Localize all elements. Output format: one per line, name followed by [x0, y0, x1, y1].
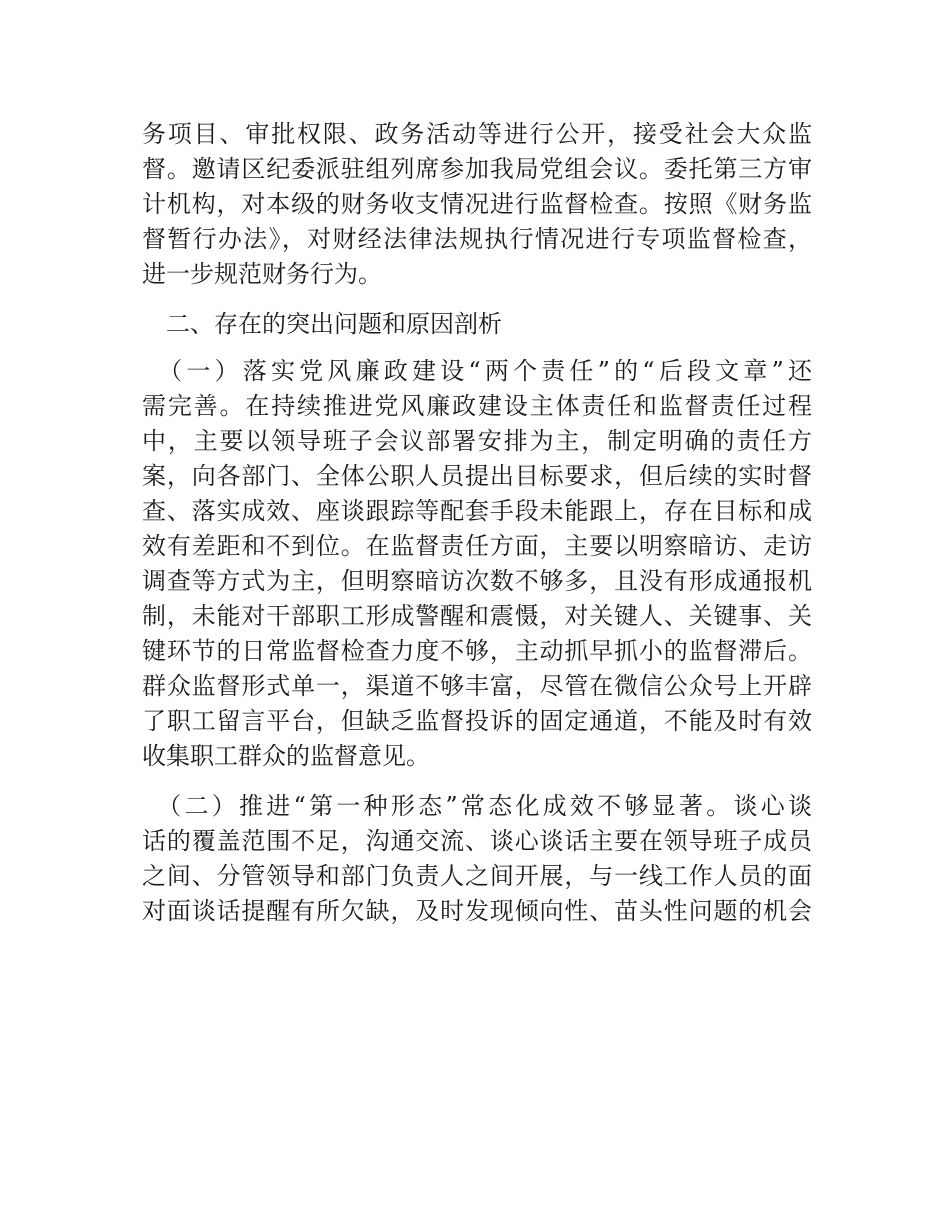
paragraph-financial-supervision	[142, 117, 812, 292]
text-line: 话的覆盖范围不足，沟通交流、谈心谈话主要在领导班子成员	[142, 827, 812, 855]
text-line: 效有差距和不到位。在监督责任方面，主要以明察暗访、走访	[142, 532, 812, 560]
text-line: 中，主要以领导班子会议部署安排为主，制定明确的责任方	[142, 427, 812, 455]
text-line: 案，向各部门、全体公职人员提出目标要求，但后续的实时督	[142, 462, 812, 490]
text-line: 务项目、审批权限、政务活动等进行公开，接受社会大众监	[142, 120, 812, 148]
text-line: （一）落实党风廉政建设“两个责任”的“后段文章”还	[142, 357, 812, 385]
text-line: 收集职工群众的监督意见。	[142, 742, 430, 770]
document-body	[142, 117, 812, 944]
text-line: （二）推进“第一种形态”常态化成效不够显著。谈心谈	[142, 792, 812, 820]
text-line: 进一步规范财务行为。	[142, 260, 382, 288]
section-heading	[142, 307, 812, 342]
text-line: 制，未能对干部职工形成警醒和震慑，对关键人、关键事、关	[142, 602, 812, 630]
text-line: 督暂行办法》，对财经法律法规执行情况进行专项监督检查，	[142, 225, 812, 253]
text-line: 键环节的日常监督检查力度不够，主动抓早抓小的监督滞后。	[142, 637, 812, 665]
text-line: 群众监督形式单一，渠道不够丰富，尽管在微信公众号上开辟	[142, 672, 812, 700]
text-line: 需完善。在持续推进党风廉政建设主体责任和监督责任过程	[142, 392, 812, 420]
text-line: 对面谈话提醒有所欠缺，及时发现倾向性、苗头性问题的机会	[142, 897, 812, 925]
text-line: 查、落实成效、座谈跟踪等配套手段未能跟上，存在目标和成	[142, 497, 812, 525]
text-line: 了职工留言平台，但缺乏监督投诉的固定通道，不能及时有效	[142, 707, 812, 735]
text-line: 调查等方式为主，但明察暗访次数不够多，且没有形成通报机	[142, 567, 812, 595]
paragraph-two-responsibilities	[142, 354, 812, 774]
heading-text: 二、存在的突出问题和原因剖析	[142, 310, 502, 338]
paragraph-first-form	[142, 789, 812, 929]
text-line: 之间、分管领导和部门负责人之间开展，与一线工作人员的面	[142, 862, 812, 890]
text-line: 计机构，对本级的财务收支情况进行监督检查。按照《财务监	[142, 190, 812, 218]
text-line: 督。邀请区纪委派驻组列席参加我局党组会议。委托第三方审	[142, 155, 812, 183]
